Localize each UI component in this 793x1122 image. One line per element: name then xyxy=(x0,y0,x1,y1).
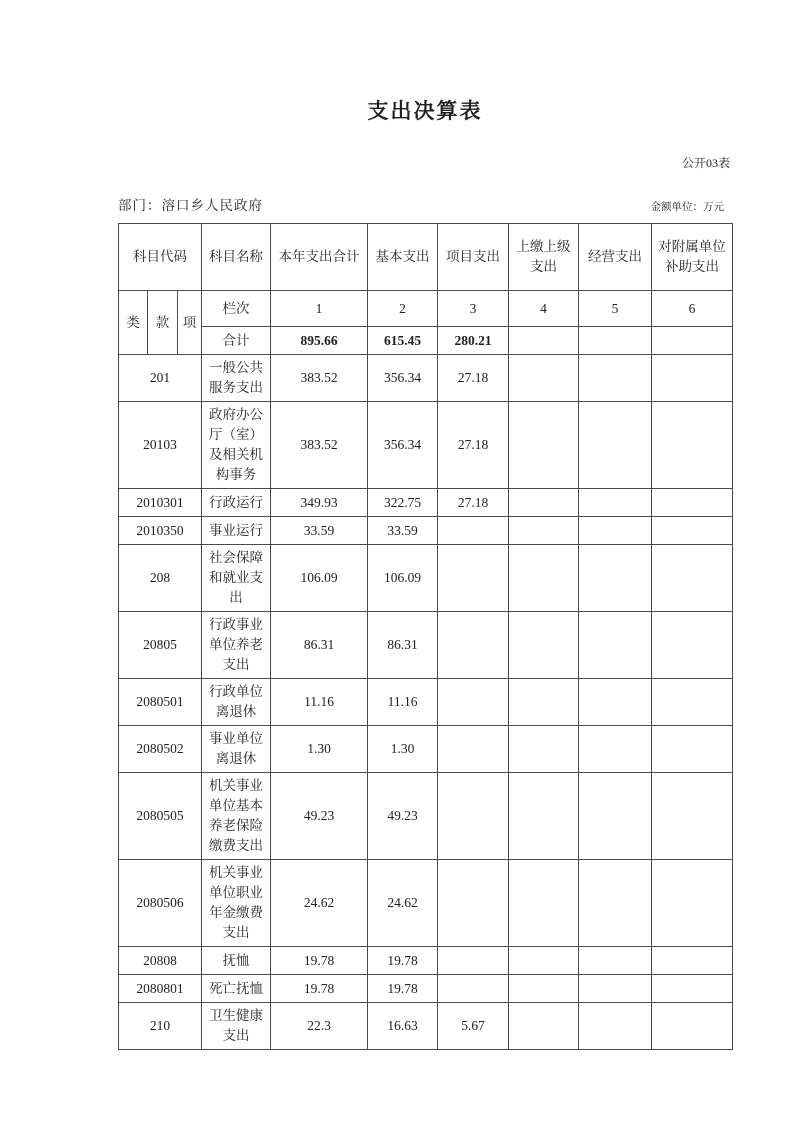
table-row xyxy=(119,679,733,726)
cell-operating-expense xyxy=(579,975,652,1003)
cell-project-expense xyxy=(438,612,509,679)
cell-subject-code: 201 xyxy=(119,355,202,402)
unit-label: 金额单位：万元 xyxy=(650,202,724,213)
cell-operating-expense xyxy=(579,1003,652,1050)
table-row xyxy=(119,545,733,612)
total-row-year-total: 895.66 xyxy=(271,327,368,355)
cell-project-expense xyxy=(438,545,509,612)
cell-upper-expense xyxy=(509,612,579,679)
column-index-2: 2 xyxy=(368,291,438,327)
cell-year-total: 22.3 xyxy=(271,1003,368,1050)
cell-basic-expense: 19.78 xyxy=(368,947,438,975)
cell-basic-expense: 322.75 xyxy=(368,489,438,517)
cell-year-total: 383.52 xyxy=(271,355,368,402)
table-row xyxy=(119,975,733,1003)
table-row xyxy=(119,612,733,679)
cell-upper-expense xyxy=(509,517,579,545)
total-row-label: 合计 xyxy=(202,327,271,355)
cell-project-expense xyxy=(438,860,509,947)
column-index-5: 5 xyxy=(579,291,652,327)
cell-upper-expense xyxy=(509,947,579,975)
cell-year-total: 86.31 xyxy=(271,612,368,679)
table-row xyxy=(119,773,733,860)
cell-subject-name: 一般公共服务支出 xyxy=(202,355,271,402)
cell-basic-expense: 356.34 xyxy=(368,402,438,489)
cell-basic-expense: 1.30 xyxy=(368,726,438,773)
cell-subject-name: 事业运行 xyxy=(202,517,271,545)
cell-subsidy-expense xyxy=(652,355,733,402)
cell-upper-expense xyxy=(509,679,579,726)
cell-upper-expense xyxy=(509,489,579,517)
cell-subject-code: 208 xyxy=(119,545,202,612)
cell-year-total: 49.23 xyxy=(271,773,368,860)
cell-upper-expense xyxy=(509,975,579,1003)
cell-basic-expense: 86.31 xyxy=(368,612,438,679)
cell-operating-expense xyxy=(579,679,652,726)
cell-year-total: 106.09 xyxy=(271,545,368,612)
column-index-4: 4 xyxy=(509,291,579,327)
cell-subject-code: 2080501 xyxy=(119,679,202,726)
cell-basic-expense: 106.09 xyxy=(368,545,438,612)
cell-subsidy-expense xyxy=(652,489,733,517)
cell-subsidy-expense xyxy=(652,1003,733,1050)
cell-subject-code: 20808 xyxy=(119,947,202,975)
cell-basic-expense: 16.63 xyxy=(368,1003,438,1050)
table-row xyxy=(119,489,733,517)
header-sub-kuan: 款 xyxy=(148,291,178,355)
header-basic-expense: 基本支出 xyxy=(368,224,438,291)
table-total-row xyxy=(119,327,733,355)
cell-project-expense: 5.67 xyxy=(438,1003,509,1050)
cell-subject-code: 2080505 xyxy=(119,773,202,860)
cell-subject-name: 行政运行 xyxy=(202,489,271,517)
cell-subsidy-expense xyxy=(652,773,733,860)
cell-basic-expense: 19.78 xyxy=(368,975,438,1003)
cell-subsidy-expense xyxy=(652,545,733,612)
cell-operating-expense xyxy=(579,726,652,773)
cell-subject-code: 2080506 xyxy=(119,860,202,947)
table-row xyxy=(119,1003,733,1050)
cell-subject-code: 210 xyxy=(119,1003,202,1050)
cell-subject-code: 2010350 xyxy=(119,517,202,545)
header-subject-code: 科目代码 xyxy=(119,224,202,291)
total-row-basic: 615.45 xyxy=(368,327,438,355)
cell-project-expense: 27.18 xyxy=(438,355,509,402)
cell-basic-expense: 33.59 xyxy=(368,517,438,545)
table-body xyxy=(119,355,733,1050)
cell-year-total: 349.93 xyxy=(271,489,368,517)
cell-operating-expense xyxy=(579,355,652,402)
cell-operating-expense xyxy=(579,947,652,975)
column-index-1: 1 xyxy=(271,291,368,327)
cell-subsidy-expense xyxy=(652,947,733,975)
cell-upper-expense xyxy=(509,545,579,612)
cell-subject-code: 20103 xyxy=(119,402,202,489)
column-index-3: 3 xyxy=(438,291,509,327)
table-row xyxy=(119,402,733,489)
header-upper-expense: 上缴上级支出 xyxy=(509,224,579,291)
total-row-subsidy xyxy=(652,327,733,355)
table-row xyxy=(119,355,733,402)
cell-basic-expense: 356.34 xyxy=(368,355,438,402)
cell-upper-expense xyxy=(509,1003,579,1050)
table-header-row xyxy=(119,224,733,291)
cell-subject-name: 抚恤 xyxy=(202,947,271,975)
cell-operating-expense xyxy=(579,860,652,947)
cell-operating-expense xyxy=(579,517,652,545)
cell-upper-expense xyxy=(509,773,579,860)
cell-project-expense: 27.18 xyxy=(438,402,509,489)
cell-subsidy-expense xyxy=(652,726,733,773)
total-row-operating xyxy=(579,327,652,355)
header-sub-lei: 类 xyxy=(119,291,148,355)
cell-subsidy-expense xyxy=(652,679,733,726)
doc-number-label: 公开03表 xyxy=(681,156,730,170)
table-row xyxy=(119,726,733,773)
column-index-label: 栏次 xyxy=(202,291,271,327)
cell-project-expense xyxy=(438,975,509,1003)
cell-operating-expense xyxy=(579,612,652,679)
document-page xyxy=(118,0,732,1050)
cell-upper-expense xyxy=(509,860,579,947)
expenditure-table xyxy=(118,223,733,1050)
cell-subsidy-expense xyxy=(652,975,733,1003)
table-column-index-row xyxy=(119,291,733,327)
cell-project-expense xyxy=(438,726,509,773)
cell-subject-code: 2080502 xyxy=(119,726,202,773)
cell-project-expense xyxy=(438,773,509,860)
table-row xyxy=(119,947,733,975)
cell-basic-expense: 11.16 xyxy=(368,679,438,726)
cell-year-total: 24.62 xyxy=(271,860,368,947)
cell-subsidy-expense xyxy=(652,860,733,947)
header-operating-expense: 经营支出 xyxy=(579,224,652,291)
cell-subject-name: 社会保障和就业支出 xyxy=(202,545,271,612)
cell-subject-name: 机关事业单位基本养老保险缴费支出 xyxy=(202,773,271,860)
cell-subsidy-expense xyxy=(652,402,733,489)
cell-subject-name: 卫生健康支出 xyxy=(202,1003,271,1050)
cell-operating-expense xyxy=(579,773,652,860)
header-year-total: 本年支出合计 xyxy=(271,224,368,291)
total-row-upper xyxy=(509,327,579,355)
cell-year-total: 11.16 xyxy=(271,679,368,726)
table-meta-row xyxy=(118,194,732,214)
cell-upper-expense xyxy=(509,402,579,489)
cell-subject-code: 2010301 xyxy=(119,489,202,517)
cell-year-total: 19.78 xyxy=(271,975,368,1003)
cell-operating-expense xyxy=(579,402,652,489)
cell-year-total: 33.59 xyxy=(271,517,368,545)
cell-year-total: 383.52 xyxy=(271,402,368,489)
table-row xyxy=(119,860,733,947)
cell-subject-name: 行政事业单位养老支出 xyxy=(202,612,271,679)
cell-year-total: 19.78 xyxy=(271,947,368,975)
cell-subject-code: 20805 xyxy=(119,612,202,679)
department-label: 部门：溶口乡人民政府 xyxy=(118,198,263,213)
column-index-6: 6 xyxy=(652,291,733,327)
cell-upper-expense xyxy=(509,726,579,773)
cell-subsidy-expense xyxy=(652,612,733,679)
header-sub-xiang: 项 xyxy=(178,291,202,355)
cell-basic-expense: 24.62 xyxy=(368,860,438,947)
total-row-project: 280.21 xyxy=(438,327,509,355)
cell-subject-name: 政府办公厅（室）及相关机构事务 xyxy=(202,402,271,489)
cell-upper-expense xyxy=(509,355,579,402)
table-row xyxy=(119,517,733,545)
cell-subject-name: 死亡抚恤 xyxy=(202,975,271,1003)
cell-project-expense xyxy=(438,679,509,726)
cell-operating-expense xyxy=(579,489,652,517)
cell-operating-expense xyxy=(579,545,652,612)
cell-project-expense: 27.18 xyxy=(438,489,509,517)
cell-subject-name: 机关事业单位职业年金缴费支出 xyxy=(202,860,271,947)
cell-year-total: 1.30 xyxy=(271,726,368,773)
cell-subject-name: 行政单位离退休 xyxy=(202,679,271,726)
page-title: 支出决算表 xyxy=(367,99,483,123)
cell-subject-code: 2080801 xyxy=(119,975,202,1003)
cell-basic-expense: 49.23 xyxy=(368,773,438,860)
cell-project-expense xyxy=(438,517,509,545)
header-project-expense: 项目支出 xyxy=(438,224,509,291)
header-subsidy-expense: 对附属单位补助支出 xyxy=(652,224,733,291)
cell-project-expense xyxy=(438,947,509,975)
header-subject-name: 科目名称 xyxy=(202,224,271,291)
cell-subject-name: 事业单位离退休 xyxy=(202,726,271,773)
cell-subsidy-expense xyxy=(652,517,733,545)
